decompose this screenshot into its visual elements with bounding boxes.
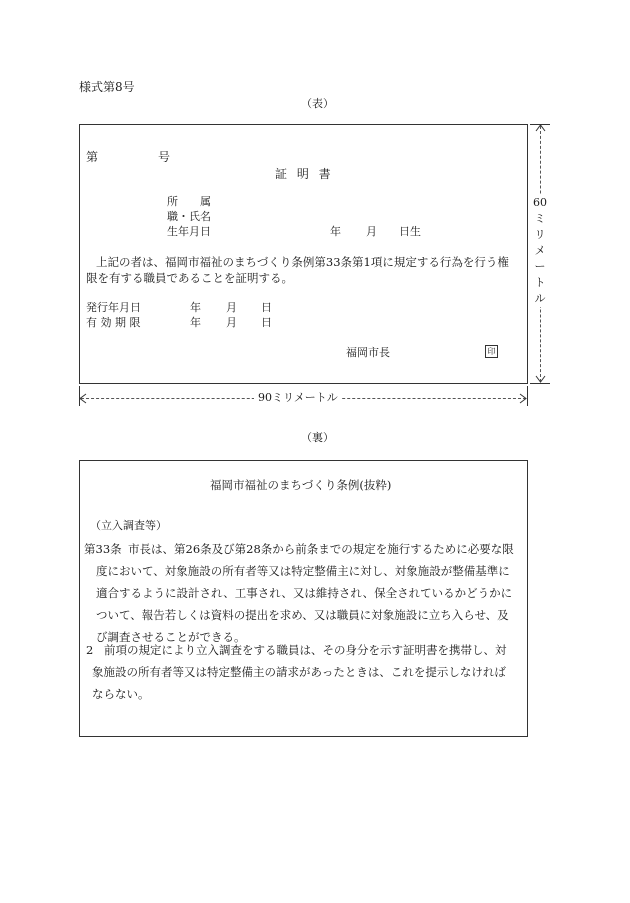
issue-day: 日 bbox=[261, 301, 272, 314]
paragraph-line: 象施設の所有者等又は特定整備主の請求があったときは、これを提示しなければ bbox=[92, 665, 506, 679]
issue-month: 月 bbox=[226, 301, 237, 314]
arrow-up-icon bbox=[535, 124, 546, 132]
article-line: び調査させることができる。 bbox=[96, 630, 246, 644]
seal-mark: 印 bbox=[485, 345, 498, 358]
birthdate-label: 生年月日 bbox=[167, 225, 211, 238]
form-number: 様式第8号 bbox=[79, 80, 135, 94]
arrow-right-icon bbox=[519, 393, 527, 404]
front-label: （表） bbox=[301, 97, 334, 110]
affiliation-label: 所 属 bbox=[167, 195, 211, 208]
article-line: 度において、対象施設の所有者等又は特定整備主に対し、対象施設が整備基準に bbox=[96, 564, 510, 578]
name-label: 職・氏名 bbox=[167, 210, 211, 223]
arrow-left-icon bbox=[79, 393, 87, 404]
certificate-title: 証 明 書 bbox=[275, 167, 334, 181]
paragraph-line: 前項の規定により立入調査をする職員は、その身分を示す証明書を携帯し、対 bbox=[104, 643, 507, 657]
cert-number-prefix: 第 bbox=[86, 150, 99, 164]
article-label: 第33条 bbox=[84, 542, 122, 556]
paragraph-line: ならない。 bbox=[92, 687, 150, 701]
statement-line: 上記の者は、福岡市福祉のまちづくり条例第33条第1項に規定する行為を行う権 bbox=[96, 255, 509, 269]
certification-statement bbox=[86, 254, 526, 286]
paragraph-2-first-line bbox=[104, 639, 524, 661]
ordinance-excerpt-title: 福岡市福祉のまちづくり条例(抜粋) bbox=[210, 478, 392, 492]
issuer-name: 福岡市長 bbox=[346, 346, 390, 359]
valid-month: 月 bbox=[226, 316, 237, 329]
article-33-first-line bbox=[128, 538, 524, 560]
paragraph-2-label: 2 bbox=[86, 643, 94, 657]
article-line: ついて、報告若しくは資料の提出を求め、又は職員に対象施設に立ち入らせ、及 bbox=[96, 608, 509, 622]
birth-month: 月 bbox=[366, 225, 377, 238]
height-dimension-bottom-tick bbox=[530, 383, 550, 384]
cert-number-suffix: 号 bbox=[158, 150, 171, 164]
width-dimension-right-tick bbox=[527, 386, 528, 406]
height-dimension-label: 60 ミ リ メ ー ト ル bbox=[533, 196, 547, 305]
arrow-down-icon bbox=[535, 375, 546, 383]
width-dimension-label: 90ミリメートル bbox=[254, 391, 342, 405]
issue-date-label: 発行年月日 bbox=[86, 301, 141, 314]
birth-day: 日生 bbox=[399, 225, 421, 238]
paragraph-2-body bbox=[92, 661, 524, 705]
statement-line: 限を有する職員であることを証明する。 bbox=[86, 271, 293, 285]
article-line: 適合するように設計され、工事され、又は維持され、保全されているかどうかに bbox=[96, 586, 513, 600]
valid-until-label: 有 効 期 限 bbox=[86, 316, 141, 329]
article-33-body bbox=[96, 560, 524, 648]
issue-year: 年 bbox=[190, 301, 201, 314]
valid-year: 年 bbox=[190, 316, 201, 329]
article-line: 市長は、第26条及び第28条から前条までの規定を施行するために必要な限 bbox=[128, 542, 514, 556]
birth-year: 年 bbox=[330, 225, 341, 238]
back-label: （裏） bbox=[301, 431, 334, 444]
section-heading: （立入調査等） bbox=[90, 519, 167, 532]
valid-day: 日 bbox=[261, 316, 272, 329]
